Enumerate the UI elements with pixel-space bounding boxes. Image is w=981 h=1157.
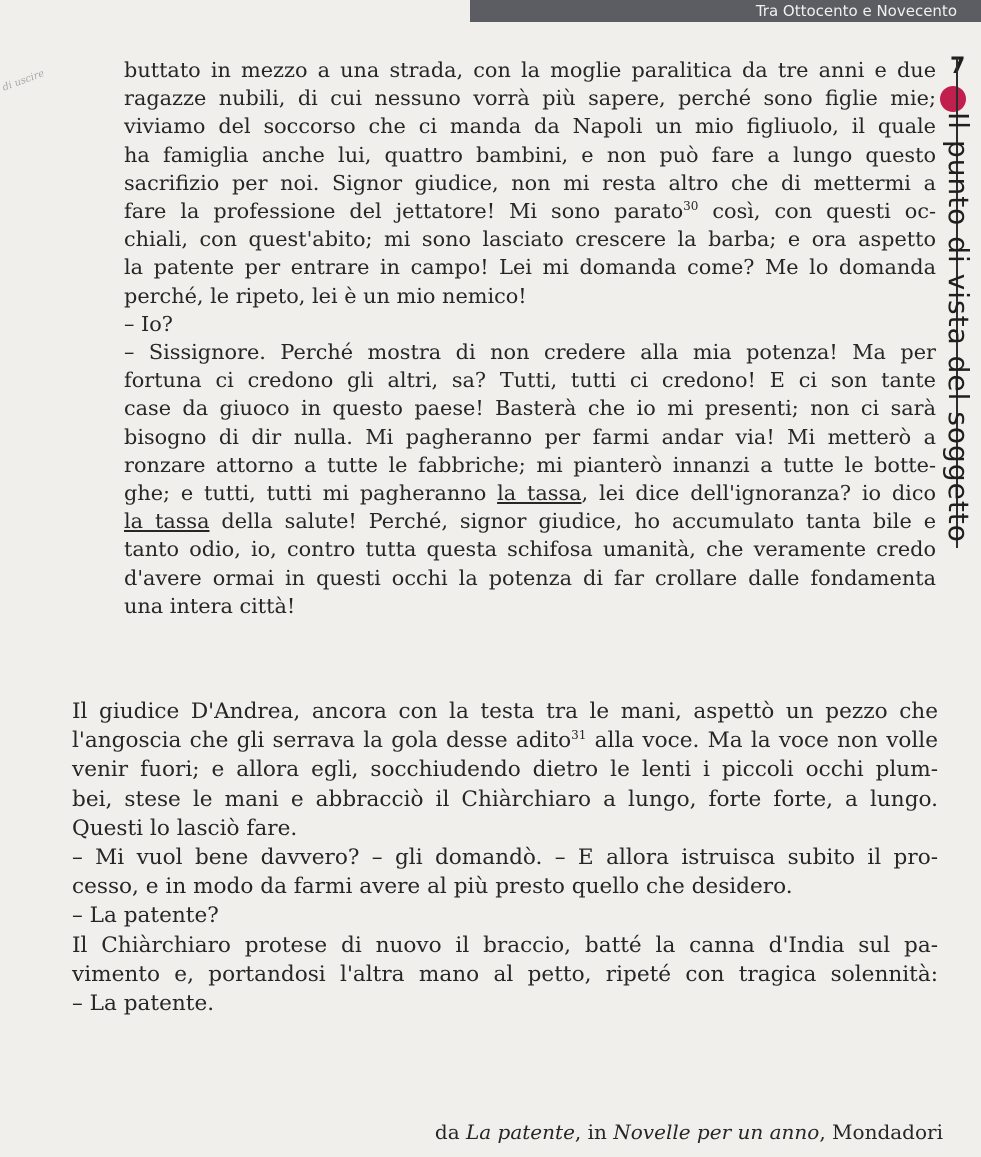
- dialog-line: – La patente?: [72, 903, 219, 929]
- text-fragment: della salute! Perché, signor giudice, ho accumulato tanta bile e: [209, 509, 936, 534]
- text-line: vimento e, portandosi l'altra mano al petto, ripeté con tragica solennità:: [72, 961, 938, 987]
- text-fragment: l'angoscia che gli serrava la gola desse adito: [72, 728, 572, 754]
- text-fragment: così, con questi oc-: [698, 199, 937, 224]
- citation-book: Novelle per un anno: [613, 1120, 820, 1144]
- text-line: venir fuori; e allora egli, socchiudendo dietro le lenti i piccoli occhi plum-: [72, 757, 938, 783]
- text-line: chiali, con quest'abito; mi sono lasciato crescere la barba; e ora aspetto: [124, 227, 936, 252]
- margin-handwritten-note: di uscire: [1, 68, 47, 94]
- citation-publisher: , Mondadori: [819, 1120, 943, 1144]
- text-line: fortuna ci credono gli altri, sa? Tutti, tutti ci credono! E ci son tante: [124, 368, 936, 393]
- text-fragment: ghe; e tutti, tutti mi pagheranno: [124, 481, 498, 506]
- text-fragment: fare la professione del jettatore! Mi sono parato: [124, 199, 684, 224]
- citation-prefix: da: [434, 1120, 466, 1144]
- text-line: [124, 197, 936, 225]
- underlined-phrase: la tassa: [497, 481, 582, 506]
- text-line: buttato in mezzo a una strada, con la moglie paralitica da tre anni e due: [124, 58, 936, 82]
- text-line: Questi lo lasciò fare.: [72, 815, 298, 841]
- text-line: sacrifizio per noi. Signor giudice, non mi resta altro che di mettermi a: [124, 170, 936, 195]
- underlined-phrase: la tassa: [124, 509, 210, 534]
- text-line: [124, 507, 936, 535]
- footnote-ref: 31: [571, 728, 587, 743]
- text-line: Il giudice D'Andrea, ancora con la testa tra le mani, aspettò un pezzo che: [72, 699, 938, 724]
- chapter-title: Il punto di vista del soggetto: [942, 112, 975, 543]
- text-line: – Mi vuol bene davvero? – gli domandò. – E allora istruisca subito il pro-: [72, 845, 938, 871]
- text-line: case da giuoco in questo paese! Basterà che io mi presenti; non ci sarà: [124, 396, 936, 421]
- text-line: [124, 479, 936, 507]
- chapter-number: 7: [950, 54, 966, 79]
- text-fragment: alla voce. Ma la voce non volle: [586, 728, 938, 754]
- text-line: bei, stese le mani e abbracciò il Chiàrchiaro a lungo, forte forte, a lungo.: [72, 786, 938, 812]
- text-line: [72, 726, 938, 755]
- text-line: la patente per entrare in campo! Lei mi domanda come? Me lo domanda: [124, 255, 936, 280]
- citation-mid: , in: [574, 1120, 614, 1144]
- dialog-line: – La patente.: [72, 991, 215, 1017]
- running-header: Tra Ottocento e Novecento: [470, 0, 981, 22]
- dialog-line: – Io?: [124, 311, 173, 336]
- text-line: ha famiglia anche lui, quattro bambini, e non può fare a lungo questo: [124, 142, 936, 167]
- text-line: viviamo del soccorso che ci manda da Napoli un mio figliuolo, il quale: [124, 114, 936, 139]
- text-line: ragazze nubili, di cui nessuno vorrà più sapere, perché sono figlie mie;: [124, 86, 936, 111]
- text-line: tanto odio, io, contro tutta questa schifosa umanità, che veramente credo: [124, 537, 936, 562]
- text-line: ronzare attorno a tutte le fabbriche; mi pianterò innanzi a tutte le botte-: [124, 452, 936, 477]
- first-text-block: [124, 56, 936, 620]
- text-fragment: , lei dice dell'ignoranza? io dico: [581, 481, 936, 506]
- dialog-paragraph: [124, 338, 936, 620]
- text-line: bisogno di dir nulla. Mi pagheranno per farmi andar via! Mi metterò a: [124, 424, 936, 449]
- text-line: perché, le ripeto, lei è un mio nemico!: [124, 283, 527, 308]
- text-line: cesso, e in modo da farmi avere al più presto quello che desidero.: [72, 874, 793, 900]
- second-text-block: [72, 697, 938, 1018]
- text-line: – Sissignore. Perché mostra di non credere alla mia potenza! Ma per: [124, 340, 936, 365]
- paragraph-continued: [124, 56, 936, 310]
- text-line: d'avere ormai in questi occhi la potenza di far crollare dalle fondamenta: [124, 565, 936, 590]
- source-citation: [435, 1120, 943, 1144]
- text-line: Il Chiàrchiaro protese di nuovo il braccio, batté la canna d'India sul pa-: [72, 932, 938, 958]
- text-line: una intera città!: [124, 593, 296, 618]
- citation-work: La patente: [465, 1120, 575, 1144]
- footnote-ref: 30: [683, 199, 699, 214]
